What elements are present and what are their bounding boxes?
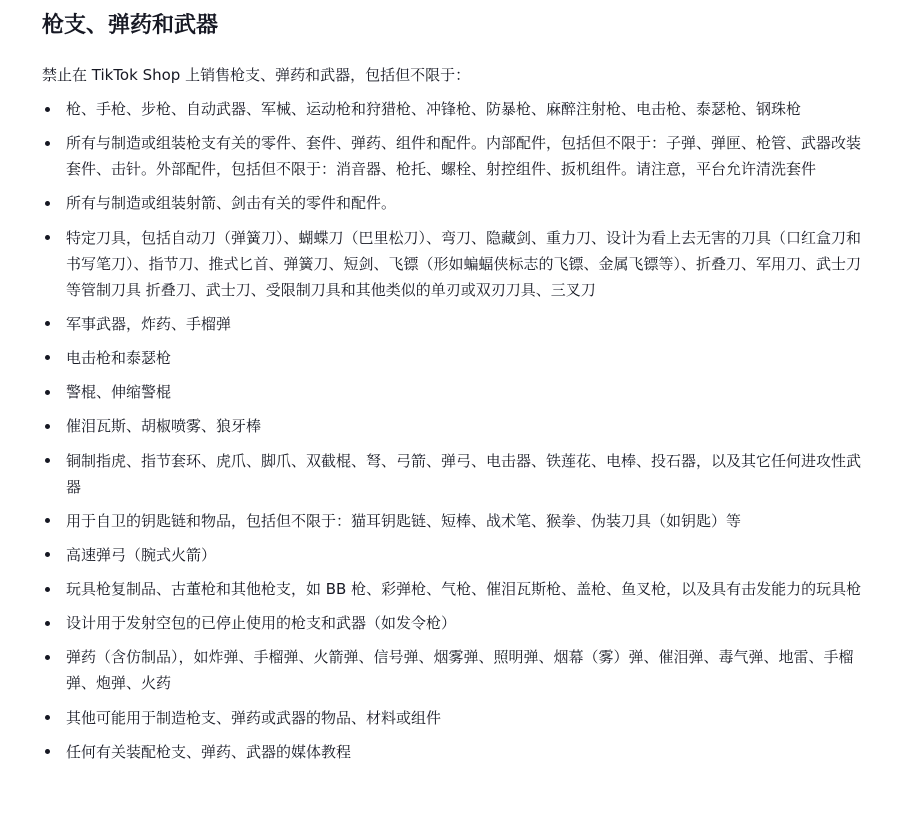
list-item-text: 警棍、伸缩警棍 [66, 383, 172, 402]
list-item [42, 576, 862, 602]
bullet-icon [45, 235, 50, 240]
list-item-text: 其他可能用于制造枪支、弹药或武器的物品、材料或组件 [66, 708, 442, 727]
bullet-icon [45, 715, 50, 720]
list-item-text: 枪、手枪、步枪、自动武器、军械、运动枪和狩猎枪、冲锋枪、防暴枪、麻醉注射枪、电击枪、泰瑟枪、钢珠枪 [66, 100, 802, 118]
list-item [42, 448, 862, 500]
list-item-text: 设计用于发射空包的已停止使用的枪支和武器（如发令枪） [66, 614, 457, 633]
bullet-icon [45, 424, 50, 429]
list-item-text: 用于自卫的钥匙链和物品，包括但不限于：猫耳钥匙链、短棒、战术笔、猴拳、伪装刀具（如钥匙）等 [66, 511, 742, 530]
intro-paragraph: 禁止在 TikTok Shop 上销售枪支、弹药和武器，包括但不限于： [42, 66, 471, 84]
list-item-text: 弹药（含仿制品），如炸弹、手榴弹、火箭弹、信号弹、烟雾弹、照明弹、烟幕（雾）弹、催泪弹、毒气弹、地雷、手榴弹、炮弹、火药 [66, 648, 854, 693]
list-item [42, 542, 862, 568]
list-item [42, 610, 862, 636]
list-item-text: 所有与制造或组装射箭、剑击有关的零件和配件。 [66, 194, 397, 213]
list-item [42, 508, 862, 534]
bullet-icon [45, 621, 50, 626]
bullet-icon [45, 201, 50, 206]
list-item [42, 379, 862, 405]
list-item-text: 所有与制造或组装枪支有关的零件、套件、弹药、组件和配件。内部配件，包括但不限于：子弹、弹匣、枪管、武器改装套件、击针。外部配件，包括但不限于：消音器、枪托、螺栓、射控组件、扳机组件。请注意，平台允许清洗套件 [66, 134, 862, 179]
bullet-icon [45, 749, 50, 754]
prohibited-items-list [42, 96, 862, 773]
bullet-icon [45, 390, 50, 395]
bullet-icon [45, 355, 50, 360]
list-item [42, 644, 862, 696]
list-item-text: 催泪瓦斯、胡椒喷雾、狼牙棒 [66, 417, 262, 436]
list-item [42, 739, 862, 765]
page-title: 枪支、弹药和武器 [42, 13, 219, 38]
list-item [42, 130, 862, 182]
list-item-text: 任何有关装配枪支、弹药、武器的媒体教程 [66, 742, 352, 761]
bullet-icon [45, 458, 50, 463]
list-item [42, 705, 862, 731]
bullet-icon [45, 141, 50, 146]
list-item-text: 玩具枪复制品、古董枪和其他枪支，如 BB 枪、彩弹枪、气枪、催泪瓦斯枪、盖枪、鱼叉枪，以及具有击发能力的玩具枪 [66, 580, 862, 599]
list-item-text: 特定刀具，包括自动刀（弹簧刀）、蝴蝶刀（巴里松刀）、弯刀、隐藏剑、重力刀、设计为看上去无害的刀具（口红盒刀和书写笔刀）、指节刀、推式匕首、弹簧刀、短剑、飞镖（形如蝙蝠侠标志的飞镖、金属飞镖等）、折叠刀、军用刀、武士刀等管制刀具 折叠刀、武士刀、受限制刀具和其他类似的单刃或双刃刀具、三叉刀 [66, 228, 862, 299]
bullet-icon [45, 321, 50, 326]
list-item-text: 军事武器，炸药、手榴弹 [66, 314, 232, 333]
bullet-icon [45, 518, 50, 523]
list-item [42, 413, 862, 439]
list-item [42, 311, 862, 337]
list-item [42, 225, 862, 303]
list-item-text: 铜制指虎、指节套环、虎爪、脚爪、双截棍、弩、弓箭、弹弓、电击器、铁莲花、电棒、投石器，以及其它任何进攻性武器 [66, 451, 862, 496]
list-item-text: 高速弹弓（腕式火箭） [66, 545, 217, 564]
list-item [42, 190, 862, 216]
bullet-icon [45, 655, 50, 660]
list-item-text: 电击枪和泰瑟枪 [66, 348, 172, 367]
list-item [42, 96, 862, 122]
bullet-icon [45, 107, 50, 112]
bullet-icon [45, 587, 50, 592]
bullet-icon [45, 552, 50, 557]
list-item [42, 345, 862, 371]
